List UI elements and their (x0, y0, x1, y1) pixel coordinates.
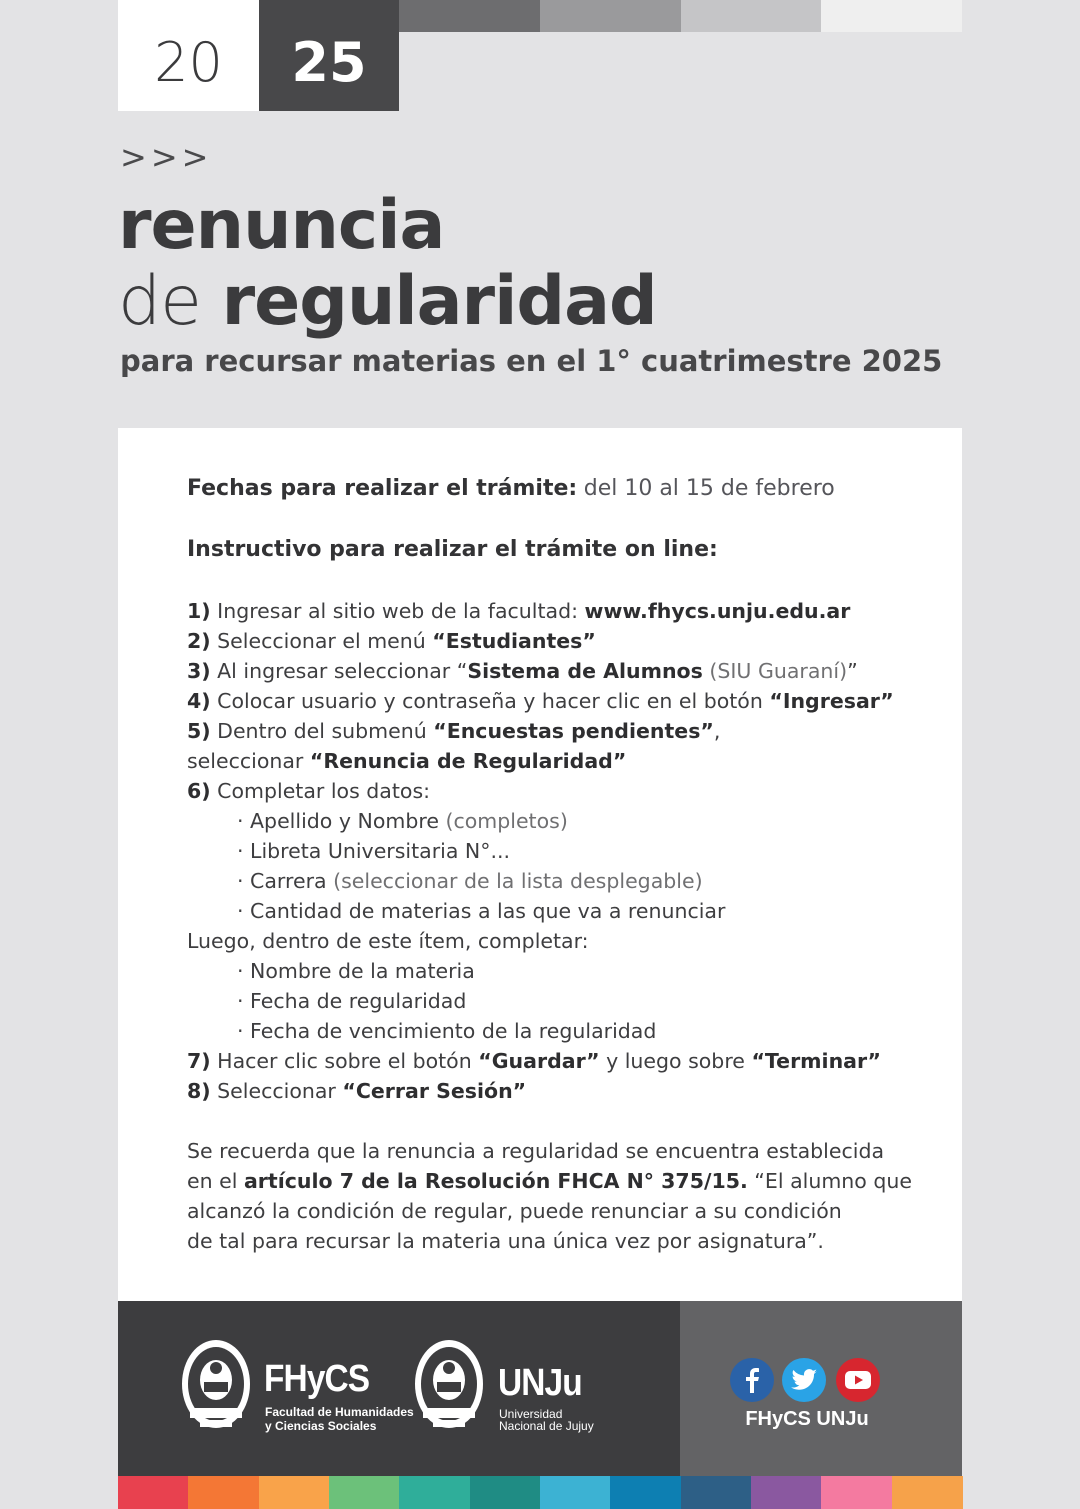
step-6-item-4: · Cantidad de materias a las que va a renunciar (237, 899, 726, 923)
stripe-segment (188, 1476, 259, 1509)
step-6-num: 6) (187, 779, 211, 803)
step-8-text: Seleccionar (210, 1079, 343, 1103)
year-left: 20 (118, 0, 259, 111)
faculty-website: www.fhycs.unju.edu.ar (584, 599, 851, 623)
step-7-num: 7) (187, 1049, 211, 1073)
stripe-segment (259, 1476, 330, 1509)
unju-logo-sub-1: Universidad (499, 1407, 563, 1421)
step-3-text: Al ingresar seleccionar “ (210, 659, 468, 683)
step-5-text: Dentro del submenú (210, 719, 434, 743)
unju-seal-icon-2 (413, 1338, 485, 1434)
note-line-3: alcanzó la condición de regular, puede renunciar a su condición (187, 1199, 842, 1223)
stripe-segment (681, 1476, 752, 1509)
subtitle: para recursar materias en el 1° cuatrimestre 2025 (120, 344, 943, 378)
instructions-title: Instructivo para realizar el trámite on line: (187, 537, 718, 562)
step-5-bold: “Encuestas pendientes” (433, 719, 714, 743)
dates-label: Fechas para realizar el trámite: (187, 476, 578, 501)
step-8 (187, 1079, 526, 1103)
step-5b-bold: “Renuncia de Regularidad” (309, 749, 627, 773)
step-4-num: 4) (187, 689, 211, 713)
top-bar-1 (399, 0, 540, 32)
youtube-icon[interactable] (836, 1358, 880, 1402)
stripe-segment (892, 1476, 963, 1509)
twitter-icon[interactable] (782, 1358, 826, 1402)
step-2 (187, 629, 596, 653)
then-item-1: · Nombre de la materia (237, 959, 475, 983)
unju-logo-sub-2: Nacional de Jujuy (499, 1419, 594, 1433)
dates-line (187, 476, 835, 501)
step-2-num: 2) (187, 629, 211, 653)
step-4 (187, 689, 894, 713)
stripe-segment (329, 1476, 400, 1509)
note-line-2-b: “El alumno que (747, 1169, 912, 1193)
then-line: Luego, dentro de este ítem, completar: (187, 929, 589, 953)
step-4-bold: “Ingresar” (769, 689, 894, 713)
step-6-item-3-text: · Carrera (237, 869, 327, 893)
then-item-3: · Fecha de vencimiento de la regularidad (237, 1019, 657, 1043)
step-6-text: Completar los datos: (210, 779, 431, 803)
fhycs-logo-sub-1: Facultad de Humanidades (265, 1405, 414, 1419)
stripe-segment (118, 1476, 189, 1509)
step-6 (187, 779, 430, 803)
stripe-segment (610, 1476, 681, 1509)
step-6-item-2: · Libreta Universitaria N°... (237, 839, 511, 863)
step-3-num: 3) (187, 659, 211, 683)
step-2-text: Seleccionar el menú (210, 629, 433, 653)
facebook-icon[interactable] (730, 1358, 774, 1402)
top-bar-4 (821, 0, 962, 32)
then-item-2: · Fecha de regularidad (237, 989, 467, 1013)
stripe-segment (399, 1476, 470, 1509)
note-line-2 (187, 1169, 912, 1193)
stripe-segment (821, 1476, 892, 1509)
unju-logo-name: UNJu (498, 1362, 582, 1404)
step-2-bold: “Estudiantes” (432, 629, 596, 653)
step-7 (187, 1049, 881, 1073)
step-1-text: Ingresar al sitio web de la facultad: (210, 599, 585, 623)
step-3-end: ” (847, 659, 858, 683)
stripe-segment (470, 1476, 541, 1509)
note-line-2-bold: artículo 7 de la Resolución FHCA N° 375/15. (243, 1169, 748, 1193)
step-8-bold: “Cerrar Sesión” (342, 1079, 527, 1103)
title-line-2 (118, 262, 657, 341)
step-4-text: Colocar usuario y contraseña y hacer clic en el botón (210, 689, 770, 713)
step-1 (187, 599, 850, 623)
step-6-item-1 (237, 809, 568, 833)
step-5-cont (187, 749, 626, 773)
step-6-item-3-gray: (seleccionar de la lista desplegable) (326, 869, 703, 893)
step-3 (187, 659, 858, 683)
step-5b-text: seleccionar (187, 749, 310, 773)
social-handle[interactable]: FHyCS UNJu (745, 1408, 869, 1430)
title-line-1: renuncia (118, 186, 445, 265)
step-5 (187, 719, 720, 743)
step-3-bold: Sistema de Alumnos (467, 659, 703, 683)
step-7-text: Hacer clic sobre el botón (210, 1049, 479, 1073)
fhycs-logo-sub-2: y Ciencias Sociales (265, 1419, 377, 1433)
top-bar-3 (681, 0, 821, 32)
note-line-4: de tal para recursar la materia una única vez por asignatura”. (187, 1229, 824, 1253)
step-6-item-1-gray: (completos) (438, 809, 568, 833)
top-bar-2 (540, 0, 681, 32)
step-6-item-1-text: · Apellido y Nombre (237, 809, 439, 833)
chevrons-decoration: >>> (120, 138, 213, 176)
title-light: de (118, 262, 201, 341)
note-line-2-a: en el (187, 1169, 244, 1193)
title-bold: regularidad (221, 262, 657, 341)
step-3-gray: (SIU Guaraní) (702, 659, 848, 683)
note-line-1: Se recuerda que la renuncia a regularidad se encuentra establecida (187, 1139, 885, 1163)
step-7-bold-1: “Guardar” (478, 1049, 600, 1073)
step-5-end: , (713, 719, 721, 743)
dates-value: del 10 al 15 de febrero (583, 476, 835, 501)
stripe-segment (751, 1476, 822, 1509)
step-7-mid: y luego sobre (599, 1049, 752, 1073)
step-8-num: 8) (187, 1079, 211, 1103)
fhycs-logo-name: FHyCS (264, 1358, 370, 1400)
step-5-num: 5) (187, 719, 211, 743)
unju-seal-icon (180, 1338, 252, 1434)
step-6-item-3 (237, 869, 703, 893)
step-1-num: 1) (187, 599, 211, 623)
stripe-segment (540, 1476, 611, 1509)
year-right: 25 (259, 0, 399, 111)
step-7-bold-2: “Terminar” (751, 1049, 881, 1073)
